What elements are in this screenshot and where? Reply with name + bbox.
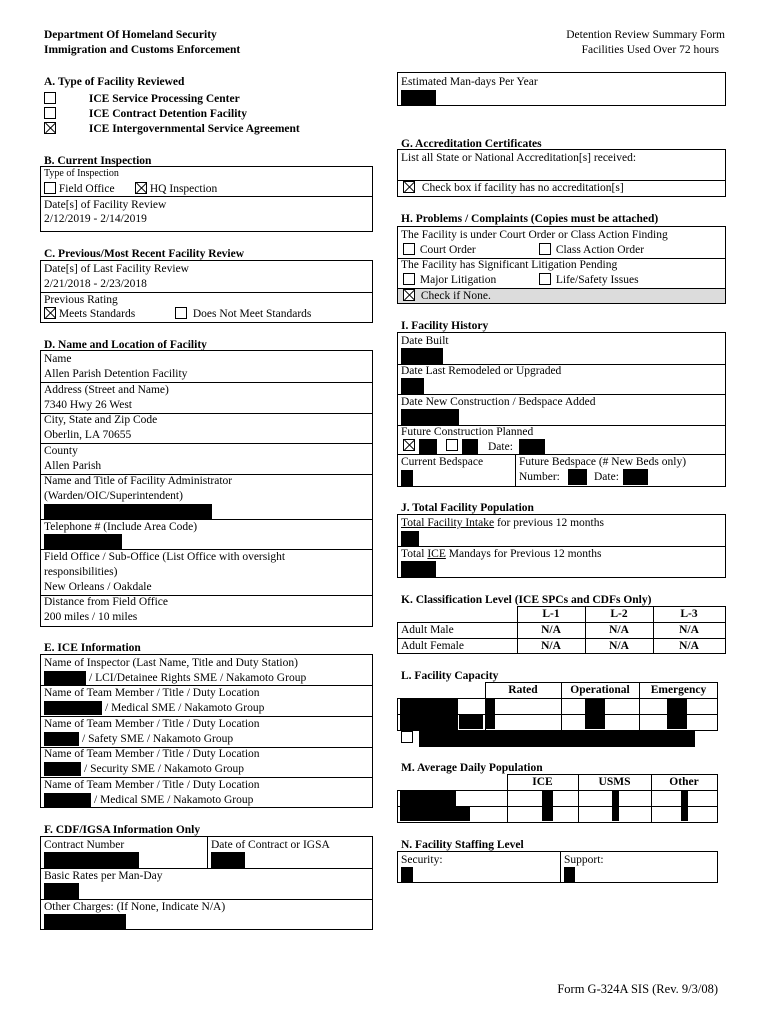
checkbox[interactable] xyxy=(175,307,187,319)
bedspace-date-label: Date: xyxy=(594,471,619,483)
adult-male-label: Adult Male xyxy=(401,624,454,636)
redacted-capacity-note xyxy=(419,731,695,747)
checkbox[interactable] xyxy=(44,107,56,119)
none-row xyxy=(398,288,725,303)
checkbox[interactable] xyxy=(401,731,413,743)
redacted-intake xyxy=(401,531,419,546)
redacted-date-remodeled xyxy=(401,378,424,394)
option-label: Check box if facility has no accreditation[s] xyxy=(421,182,624,194)
form-subtitle: Facilities Used Over 72 hours xyxy=(581,44,719,56)
option-label: Meets Standards xyxy=(58,308,136,320)
telephone-label: Telephone # (Include Area Code) xyxy=(44,521,198,533)
contract-info-box xyxy=(40,836,373,930)
ice-information-box xyxy=(40,654,373,808)
checkbox[interactable] xyxy=(539,243,551,255)
distance-value: 200 miles / 10 miles xyxy=(44,611,138,623)
section-c-title: C. Previous/Most Recent Facility Review xyxy=(44,248,245,260)
form-title: Detention Review Summary Form xyxy=(566,29,725,41)
facility-type-option-cdf[interactable] xyxy=(44,107,247,121)
option-label: Court Order xyxy=(419,244,476,256)
facility-history-box xyxy=(397,332,726,487)
option-label: Life/Safety Issues xyxy=(555,274,639,286)
option-label: ICE Service Processing Center xyxy=(88,93,240,105)
redacted-rated xyxy=(485,699,495,729)
team-member-label: Name of Team Member / Title / Duty Location xyxy=(44,748,260,760)
table-cell: N/A xyxy=(609,640,629,652)
adult-female-label: Adult Female xyxy=(401,640,464,652)
facility-name-label: Name xyxy=(44,353,72,365)
redacted-usms-value xyxy=(612,791,619,821)
last-review-dates-value: 2/21/2018 - 2/23/2018 xyxy=(44,278,147,290)
facility-type-option-igsa[interactable] xyxy=(44,122,300,136)
option-label: ICE Intergovernmental Service Agreement xyxy=(88,123,300,135)
level-3-header: L-3 xyxy=(680,608,698,620)
form-number: Form G-324A SIS (Rev. 9/3/08) xyxy=(557,982,718,996)
ice-mandays-label: Total ICE Mandays for Previous 12 months xyxy=(401,548,602,560)
option-label: Class Action Order xyxy=(555,244,645,256)
rated-header: Rated xyxy=(508,684,538,696)
redacted-member xyxy=(44,793,91,807)
operational-header: Operational xyxy=(570,684,630,696)
redacted-capacity-labels xyxy=(459,715,483,729)
ice-header: ICE xyxy=(532,776,553,788)
new-construction-label: Date New Construction / Bedspace Added xyxy=(401,396,596,408)
hq-inspection-option[interactable] xyxy=(135,182,217,196)
redacted-contract-date xyxy=(211,852,245,868)
checkbox[interactable] xyxy=(44,182,56,194)
team-member-value: / Safety SME / Nakamoto Group xyxy=(82,733,234,745)
redacted-other-charges xyxy=(44,914,126,930)
section-k-title: K. Classification Level (ICE SPCs and CDFs Only) xyxy=(401,594,652,606)
problems-box xyxy=(397,226,726,304)
table-cell: N/A xyxy=(541,640,561,652)
redacted-administrator xyxy=(44,504,212,519)
section-h-title: H. Problems / Complaints (Copies must be attached) xyxy=(401,213,659,225)
section-g-title: G. Accreditation Certificates xyxy=(401,138,542,150)
team-member-value: / Security SME / Nakamoto Group xyxy=(84,763,245,775)
contract-number-label: Contract Number xyxy=(44,839,125,851)
support-label: Support: xyxy=(564,854,604,866)
redacted-ice-mandays xyxy=(401,561,436,577)
checkbox[interactable] xyxy=(446,439,458,451)
class-action-option[interactable] xyxy=(539,243,644,257)
team-member-label: Name of Team Member / Title / Duty Location xyxy=(44,687,260,699)
distance-label: Distance from Field Office xyxy=(44,596,169,608)
administrator-label: Name and Title of Facility Administrator xyxy=(44,475,233,487)
future-construction-yes[interactable] xyxy=(403,439,415,453)
staffing-box xyxy=(397,851,718,883)
litigation-label: The Facility has Significant Litigation Pending xyxy=(401,259,618,271)
county-value: Allen Parish xyxy=(44,460,102,472)
other-charges-label: Other Charges: (If None, Indicate N/A) xyxy=(44,901,226,913)
number-label: Number: xyxy=(519,471,560,483)
table-cell: N/A xyxy=(679,624,699,636)
current-bedspace-label: Current Bedspace xyxy=(401,456,484,468)
date-built-label: Date Built xyxy=(401,335,449,347)
population-box xyxy=(397,514,726,578)
agency-name: Immigration and Customs Enforcement xyxy=(44,44,241,56)
redacted-population-labels xyxy=(400,790,456,806)
redacted-telephone xyxy=(44,534,122,549)
department-name: Department Of Homeland Security xyxy=(44,29,217,41)
facility-name-value: Allen Parish Detention Facility xyxy=(44,368,188,380)
mandays-label: Estimated Man-days Per Year xyxy=(401,76,538,88)
no-accreditation-option[interactable] xyxy=(403,181,624,195)
redacted-contract-number xyxy=(44,852,139,868)
field-office-label: Field Office / Sub-Office (List Office with oversight xyxy=(44,551,286,563)
basic-rates-label: Basic Rates per Man-Day xyxy=(44,870,163,882)
not-meets-standards-option[interactable] xyxy=(175,307,311,321)
court-order-label: The Facility is under Court Order or Class Action Finding xyxy=(401,229,668,241)
future-bedspace-label: Future Bedspace (# New Beds only) xyxy=(519,456,687,468)
redacted-operational xyxy=(585,699,605,729)
meets-standards-option[interactable] xyxy=(44,307,135,321)
inspector-label: Name of Inspector (Last Name, Title and Duty Station) xyxy=(44,657,298,669)
checkbox[interactable] xyxy=(539,273,551,285)
team-member-value: / Medical SME / Nakamoto Group xyxy=(105,702,265,714)
table-cell: N/A xyxy=(541,624,561,636)
redacted-current-bedspace xyxy=(401,470,413,486)
option-label: Major Litigation xyxy=(419,274,497,286)
inspector-value: / LCI/Detainee Rights SME / Nakamoto Group xyxy=(89,672,307,684)
redacted-population-labels xyxy=(400,807,470,821)
contract-date-label: Date of Contract or IGSA xyxy=(211,839,330,851)
date-remodeled-label: Date Last Remodeled or Upgraded xyxy=(401,365,562,377)
redacted-future-date xyxy=(519,439,545,454)
daily-population-table xyxy=(397,774,718,822)
table-cell: N/A xyxy=(609,624,629,636)
redacted-member xyxy=(44,732,79,746)
redacted-label xyxy=(419,439,437,454)
court-order-option[interactable] xyxy=(403,243,476,257)
checked-checkbox[interactable] xyxy=(403,289,415,301)
checked-checkbox[interactable] xyxy=(44,122,56,134)
accreditation-list-label: List all State or National Accreditation[s] received: xyxy=(401,152,637,164)
option-label: Field Office xyxy=(58,183,115,195)
redacted-emergency xyxy=(667,699,687,729)
review-dates-label: Date[s] of Facility Review xyxy=(44,199,167,211)
section-a-title: A. Type of Facility Reviewed xyxy=(44,76,185,88)
facility-location-box xyxy=(40,350,373,627)
facility-type-option-spc[interactable] xyxy=(44,92,240,106)
redacted-bedspace-date xyxy=(623,469,648,485)
redacted-support xyxy=(564,867,575,883)
section-m-title: M. Average Daily Population xyxy=(401,762,543,774)
section-n-title: N. Facility Staffing Level xyxy=(401,839,524,851)
section-i-title: I. Facility History xyxy=(401,320,489,332)
major-litigation-option[interactable] xyxy=(403,273,496,287)
city-value: Oberlin, LA 70655 xyxy=(44,429,132,441)
administrator-label-2: (Warden/OIC/Superintendent) xyxy=(44,490,183,502)
section-j-title: J. Total Facility Population xyxy=(401,502,534,514)
table-cell: N/A xyxy=(679,640,699,652)
redacted-label xyxy=(462,439,478,454)
checkbox[interactable] xyxy=(44,92,56,104)
option-label: ICE Contract Detention Facility xyxy=(88,108,247,120)
team-member-value: / Medical SME / Nakamoto Group xyxy=(94,794,254,806)
redacted-date-built xyxy=(401,348,443,364)
redacted-other-value xyxy=(681,791,688,821)
option-label: HQ Inspection xyxy=(149,183,218,195)
redacted-security xyxy=(401,867,413,883)
checked-checkbox[interactable] xyxy=(403,439,415,451)
option-label: Check if None. xyxy=(420,290,491,302)
field-office-option[interactable] xyxy=(44,182,115,196)
option-label: Does Not Meet Standards xyxy=(192,308,312,320)
future-date-label: Date: xyxy=(488,441,513,453)
level-2-header: L-2 xyxy=(610,608,628,620)
redacted-capacity-labels xyxy=(400,698,458,730)
usms-header: USMS xyxy=(598,776,631,788)
last-review-dates-label: Date[s] of Last Facility Review xyxy=(44,263,189,275)
future-construction-no[interactable] xyxy=(446,439,458,453)
check-if-none-option[interactable] xyxy=(403,289,491,303)
field-office-value: New Orleans / Oakdale xyxy=(44,581,152,593)
security-label: Security: xyxy=(401,854,443,866)
facility-intake-label: Total Facility Intake for previous 12 months xyxy=(401,517,604,529)
county-label: County xyxy=(44,445,78,457)
checked-checkbox[interactable] xyxy=(403,181,415,193)
redacted-basic-rates xyxy=(44,883,79,899)
redacted-inspector xyxy=(44,671,86,685)
section-d-title: D. Name and Location of Facility xyxy=(44,339,207,351)
review-dates-value: 2/12/2019 - 2/14/2019 xyxy=(44,213,147,225)
previous-rating-label: Previous Rating xyxy=(44,294,118,306)
life-safety-option[interactable] xyxy=(539,273,639,287)
team-member-label: Name of Team Member / Title / Duty Location xyxy=(44,718,260,730)
team-member-label: Name of Team Member / Title / Duty Location xyxy=(44,779,260,791)
future-construction-label: Future Construction Planned xyxy=(401,426,534,438)
redacted-member xyxy=(44,762,81,776)
field-office-label-2: responsibilities) xyxy=(44,566,118,578)
previous-review-box xyxy=(40,260,373,323)
emergency-header: Emergency xyxy=(650,684,707,696)
city-label: City, State and Zip Code xyxy=(44,414,158,426)
section-b-title: B. Current Inspection xyxy=(44,155,152,167)
checked-checkbox[interactable] xyxy=(135,182,147,194)
redacted-member xyxy=(44,701,102,715)
other-header: Other xyxy=(669,776,699,788)
redacted-number xyxy=(568,469,587,485)
mandays-box xyxy=(397,72,726,106)
redacted-mandays xyxy=(401,90,436,105)
level-1-header: L-1 xyxy=(542,608,560,620)
checked-checkbox[interactable] xyxy=(44,307,56,319)
capacity-checkbox[interactable] xyxy=(401,731,413,745)
accreditation-box xyxy=(397,149,726,197)
classification-table xyxy=(397,606,726,654)
section-e-title: E. ICE Information xyxy=(44,642,141,654)
section-f-title: F. CDF/IGSA Information Only xyxy=(44,824,201,836)
address-value: 7340 Hwy 26 West xyxy=(44,399,132,411)
section-l-title: L. Facility Capacity xyxy=(401,670,499,682)
address-label: Address (Street and Name) xyxy=(44,384,169,396)
checkbox[interactable] xyxy=(403,243,415,255)
capacity-table xyxy=(397,682,718,748)
redacted-new-construction xyxy=(401,409,459,425)
redacted-ice-value xyxy=(542,791,553,821)
checkbox[interactable] xyxy=(403,273,415,285)
current-inspection-box xyxy=(40,166,373,232)
inspection-type-label: Type of Inspection xyxy=(44,168,119,179)
